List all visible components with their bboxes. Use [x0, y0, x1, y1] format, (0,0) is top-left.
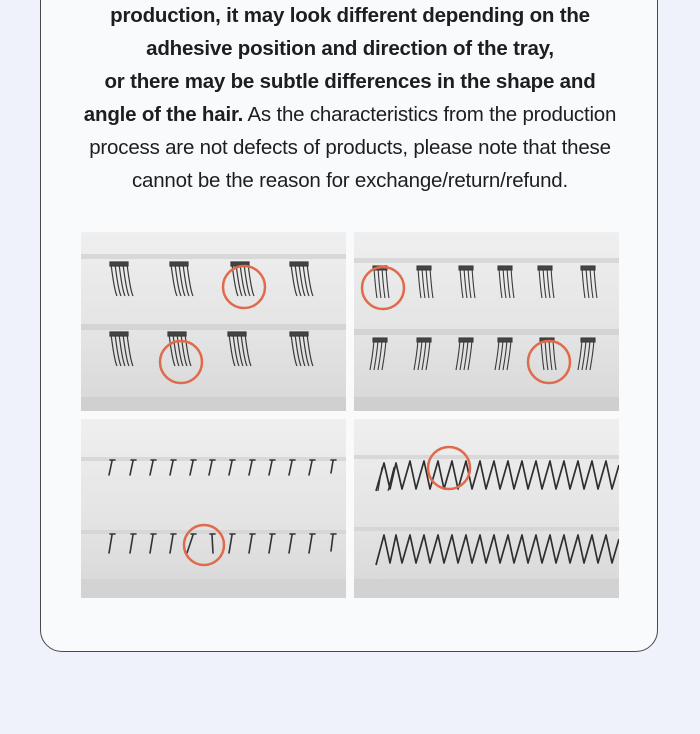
highlight-circle [160, 341, 202, 383]
notice-line-4: angle of the hair. As the characteristics from the production [83, 103, 617, 126]
strip-lash-tray-d [354, 419, 619, 598]
highlight-circle [362, 267, 404, 309]
notice-line-6: cannot be the reason for exchange/return/refund. [131, 169, 568, 192]
notice-line-2: adhesive position and direction of the tray, [146, 37, 554, 60]
individual-lash-tray-c [81, 419, 346, 598]
cluster-lash-tray-b [354, 232, 619, 411]
notice-line-5: process are not defects of products, please note that these [89, 136, 611, 159]
cluster-lash-tray-a [81, 232, 346, 411]
notice-line-3: or there may be subtle differences in the shape and [104, 70, 596, 93]
notice-line-1: production, it may look different depending on the [110, 4, 590, 27]
